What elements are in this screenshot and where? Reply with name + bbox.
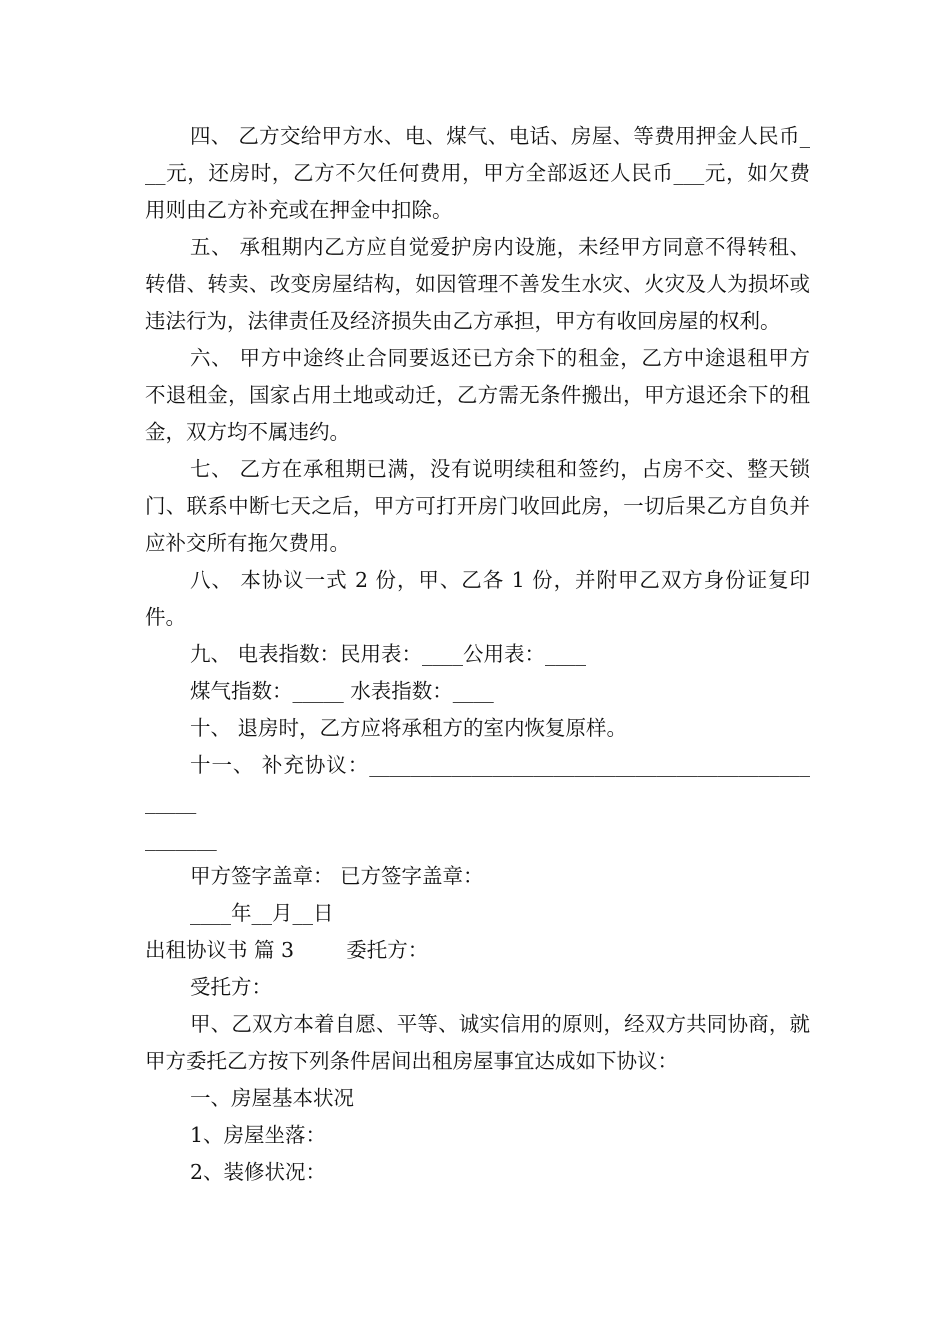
clause-11-blank-line: _______ <box>145 827 217 851</box>
clause-8: 八、 本协议一式 2 份，甲、乙各 1 份，并附甲乙双方身份证复印件。 <box>145 568 810 629</box>
clause-5: 五、 承租期内乙方应自觉爱护房内设施，未经甲方同意不得转租、转借、转卖、改变房屋结构，如因管理不善发生水灾、火灾及人为损坏或违法行为，法律责任及经济损失由乙方承担，甲方有收回房屋的权利。 <box>145 235 810 333</box>
clause-11-supplement: 十一、 补充协议：________________________________________________ <box>145 753 810 814</box>
clause-9-meter-readings: 九、 电表指数：民用表：____公用表：____ <box>190 642 587 666</box>
clause-6: 六、 甲方中途终止合同要返还已方余下的租金，乙方中途退租甲方不退租金，国家占用土地或动迁，乙方需无条件搬出，甲方退还余下的租金，双方均不属违约。 <box>145 346 810 444</box>
clause-9-gas-water-readings: 煤气指数：_____ 水表指数：____ <box>190 679 494 703</box>
entrustor-label: 委托方： <box>346 938 429 962</box>
trustee-label: 受托方： <box>190 975 272 999</box>
item-1-heading: 一、房屋基本状况 <box>190 1086 354 1110</box>
clause-10: 十、 退房时，乙方应将承租方的室内恢复原样。 <box>190 716 628 740</box>
clause-7: 七、 乙方在承租期已满，没有说明续租和签约，占房不交、整天锁门、联系中断七天之后，甲方可打开房门收回此房，一切后果乙方自负并应补交所有拖欠费用。 <box>145 457 810 555</box>
section-3-title: 出租协议书 篇 3 <box>145 938 295 962</box>
signature-line: 甲方签字盖章： 已方签字盖章： <box>190 864 484 888</box>
heading-spacer <box>294 938 346 962</box>
date-line: ____年__月__日 <box>190 901 334 925</box>
section-3-intro: 甲、乙双方本着自愿、平等、诚实信用的原则，经双方共同协商，就甲方委托乙方按下列条件居间出租房屋事宜达成如下协议： <box>145 1012 810 1073</box>
item-1-location: 1、房屋坐落： <box>190 1123 327 1147</box>
clause-4: 四、 乙方交给甲方水、电、煤气、电话、房屋、等费用押金人民币___元，还房时，乙方不欠任何费用，甲方全部返还人民币___元，如欠费用则由乙方补充或在押金中扣除。 <box>145 124 810 222</box>
section-3-heading-line <box>145 932 810 969</box>
document-page <box>145 118 810 1191</box>
item-1-decoration: 2、装修状况： <box>190 1160 327 1184</box>
